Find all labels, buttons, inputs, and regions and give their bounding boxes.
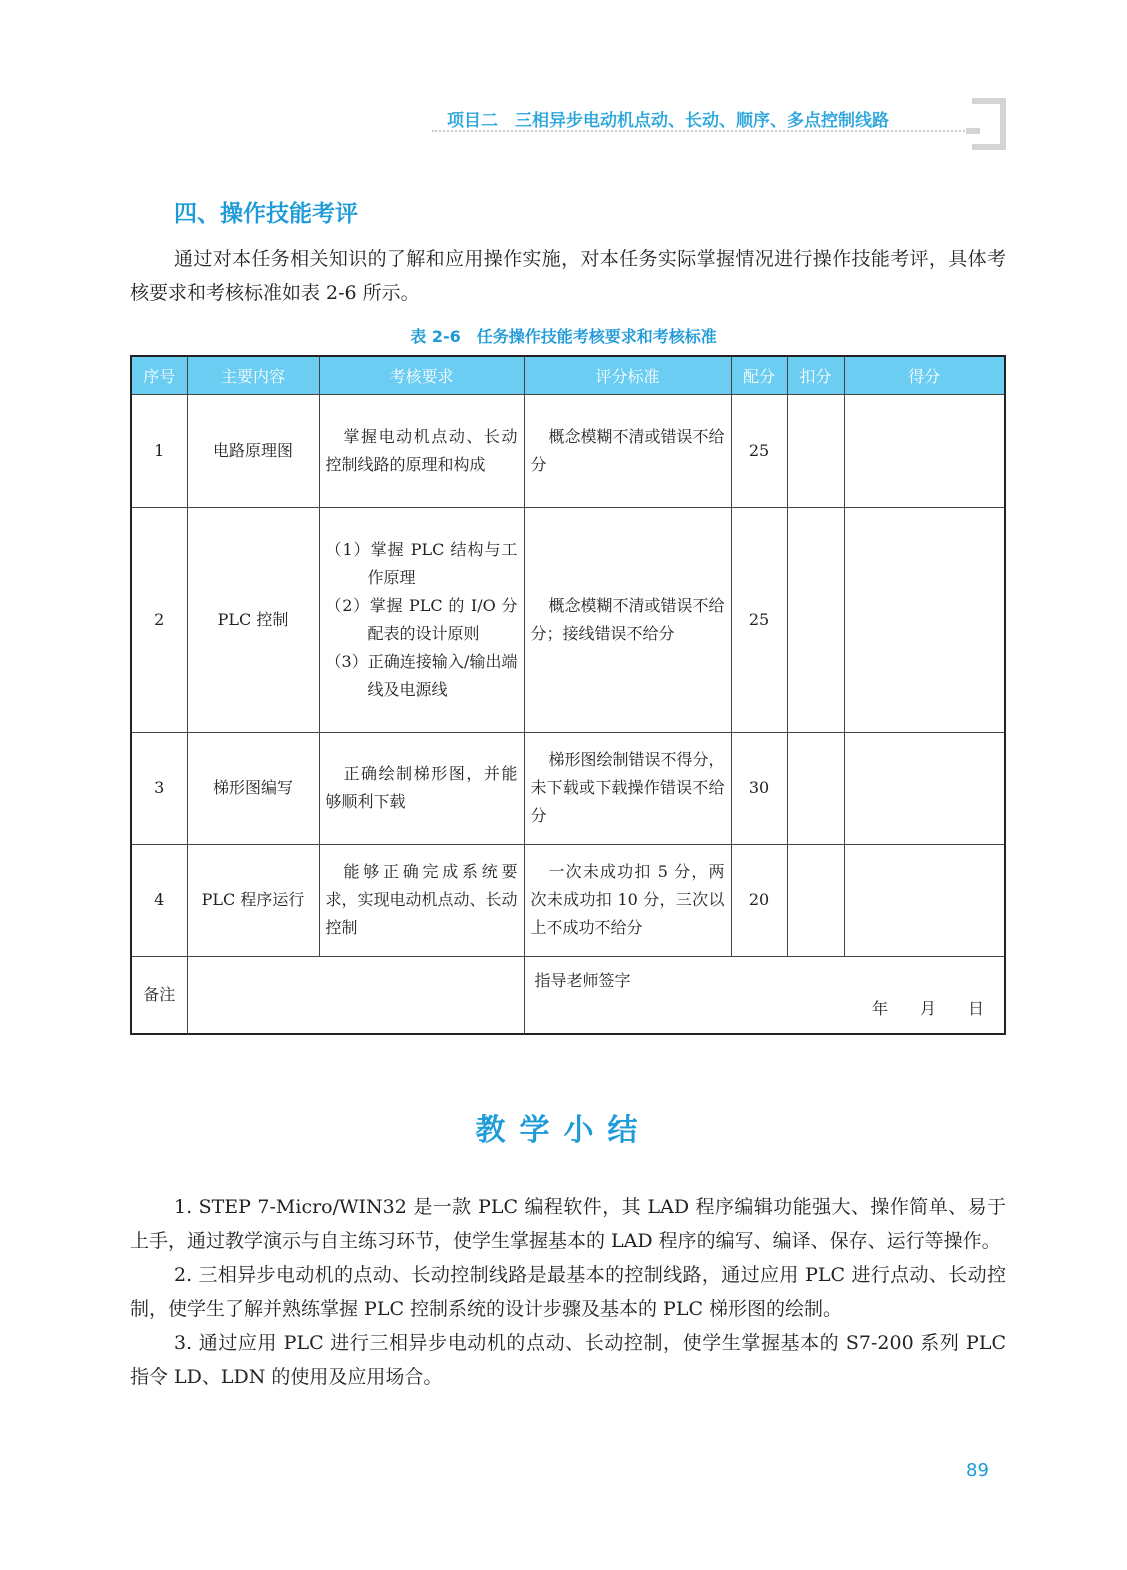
- cell-req: [319, 844, 524, 956]
- col-header: 主要内容: [187, 356, 319, 394]
- summary-list: [130, 1190, 1006, 1394]
- header-divider: [432, 130, 972, 132]
- header-bracket-decoration: [972, 98, 1006, 150]
- req-text: 掌握电动机点动、长动控制线路的原理和构成: [325, 426, 518, 474]
- cell-no: 2: [131, 507, 187, 732]
- cell-content: PLC 程序运行: [187, 844, 319, 956]
- std-text: 概念模糊不清或错误不给分；接线错误不给分: [530, 595, 725, 643]
- req-text: （1）掌握 PLC 结构与工作原理: [325, 539, 518, 587]
- cell-std: [524, 844, 731, 956]
- cell-content: 梯形图编写: [187, 732, 319, 844]
- intro-paragraph: [130, 242, 1006, 310]
- table-row: [131, 732, 1005, 844]
- summary-title: 教学小结: [475, 1113, 652, 1148]
- cell-no: 1: [131, 394, 187, 507]
- cell-content: PLC 控制: [187, 507, 319, 732]
- signature-cell[interactable]: [524, 956, 1005, 1034]
- cell-std: [524, 732, 731, 844]
- req-text: 正确绘制梯形图，并能够顺利下载: [325, 764, 518, 811]
- remark-label: 备注: [131, 956, 187, 1034]
- intro-text: 通过对本任务相关知识的了解和应用操作实施，对本任务实际掌握情况进行操作技能考评，具体考核要求和考核标准如表 2-6 所示。: [130, 248, 1006, 304]
- cell-deduct[interactable]: [787, 394, 844, 507]
- std-text: 梯形图绘制错误不得分，未下载或下载操作错误不给分: [530, 750, 725, 825]
- col-header: 评分标准: [524, 356, 731, 394]
- assessment-table: [130, 355, 1006, 1035]
- cell-result[interactable]: [844, 507, 1005, 732]
- col-header: 序号: [131, 356, 187, 394]
- table-row: [131, 844, 1005, 956]
- cell-req: [319, 394, 524, 507]
- cell-result[interactable]: [844, 844, 1005, 956]
- cell-deduct[interactable]: [787, 844, 844, 956]
- cell-deduct[interactable]: [787, 732, 844, 844]
- running-header: 项目二 三相异步电动机点动、长动、顺序、多点控制线路: [447, 111, 889, 131]
- table-row: [131, 394, 1005, 507]
- cell-no: 4: [131, 844, 187, 956]
- cell-score: 25: [731, 507, 787, 732]
- summary-item: 1. STEP 7-Micro/WIN32 是一款 PLC 编程软件，其 LAD 程序编辑功能强大、操作简单、易于上手，通过教学演示与自主练习环节，使学生掌握基本的 LAD 程序的编写、编译、保存、运行等操作。: [130, 1196, 1006, 1252]
- col-header: 得分: [844, 356, 1005, 394]
- std-text: 概念模糊不清或错误不给分: [530, 426, 725, 474]
- cell-score: 20: [731, 844, 787, 956]
- table-header-row: [131, 356, 1005, 394]
- cell-result[interactable]: [844, 732, 1005, 844]
- table-row: [131, 507, 1005, 732]
- header-bracket-tab: [966, 128, 980, 134]
- page-number: 89: [966, 1460, 989, 1481]
- std-text: 一次未成功扣 5 分，两次未成功扣 10 分，三次以上不成功不给分: [530, 862, 725, 937]
- cell-score: 30: [731, 732, 787, 844]
- cell-no: 3: [131, 732, 187, 844]
- summary-item: 3. 通过应用 PLC 进行三相异步电动机的点动、长动控制，使学生掌握基本的 S7-200 系列 PLC 指令 LD、LDN 的使用及应用场合。: [130, 1332, 1006, 1388]
- req-text: 能够正确完成系统要求，实现电动机点动、长动控制: [325, 862, 518, 937]
- cell-deduct[interactable]: [787, 507, 844, 732]
- cell-content: 电路原理图: [187, 394, 319, 507]
- cell-result[interactable]: [844, 394, 1005, 507]
- table-caption: 表 2-6 任务操作技能考核要求和考核标准: [410, 327, 717, 346]
- col-header: 配分: [731, 356, 787, 394]
- cell-req: [319, 507, 524, 732]
- cell-std: [524, 507, 731, 732]
- section-title: 四、操作技能考评: [174, 201, 358, 227]
- cell-std: [524, 394, 731, 507]
- req-text: （2）掌握 PLC 的 I/O 分配表的设计原则: [325, 595, 518, 643]
- cell-req: [319, 732, 524, 844]
- cell-score: 25: [731, 394, 787, 507]
- req-text: （3）正确连接输入/输出端线及电源线: [325, 651, 518, 699]
- remark-row: [131, 956, 1005, 1034]
- remark-cell[interactable]: [187, 956, 524, 1034]
- col-header: 考核要求: [319, 356, 524, 394]
- signature-label: 指导老师签字: [534, 970, 631, 990]
- col-header: 扣分: [787, 356, 844, 394]
- date-label: 年 月 日: [871, 998, 984, 1018]
- summary-item: 2. 三相异步电动机的点动、长动控制线路是最基本的控制线路，通过应用 PLC 进行点动、长动控制，使学生了解并熟练掌握 PLC 控制系统的设计步骤及基本的 PLC 梯形图的绘制。: [130, 1264, 1006, 1320]
